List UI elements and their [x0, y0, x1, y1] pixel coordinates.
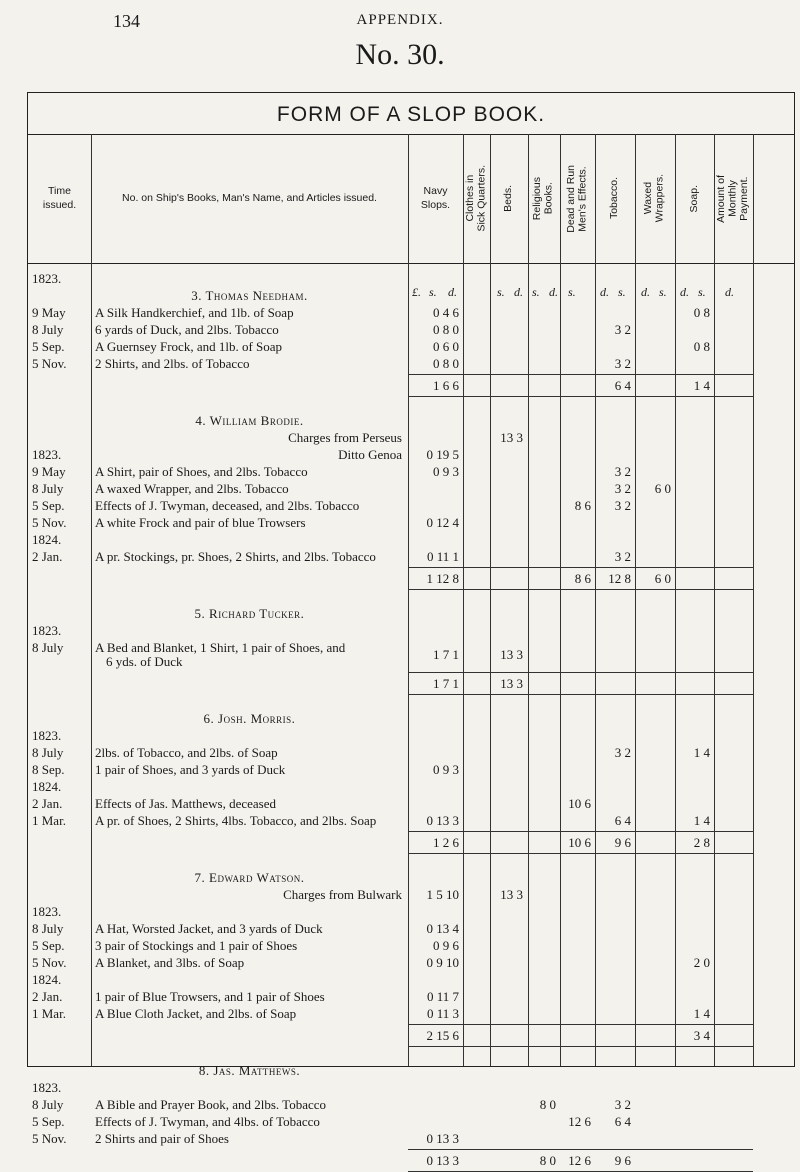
entry-name: 5. Richard Tucker.	[194, 606, 305, 621]
total-rule	[408, 1046, 753, 1047]
value-navy: 0 4 6	[433, 305, 459, 320]
entry-name: 8. Jas. Matthews.	[198, 1063, 301, 1078]
unit-label: d.	[680, 285, 689, 299]
entry-name: 6. Josh. Morris.	[203, 711, 296, 726]
entry-description: 2 Shirts, and 2lbs. of Tobacco	[95, 356, 250, 371]
entry-description: A pr. Stockings, pr. Shoes, 2 Shirts, and 2lbs. Tobacco	[95, 549, 376, 564]
value-navy: 0 12 4	[426, 515, 459, 530]
value-tobacco: 3 2	[614, 322, 631, 337]
unit-label: d.	[549, 285, 558, 299]
total-beds: 13 3	[500, 676, 523, 691]
unit-label: d.	[448, 285, 457, 299]
entry-description: 1 pair of Shoes, and 3 yards of Duck	[95, 762, 286, 777]
total-navy: 2 15 6	[426, 1028, 459, 1043]
header-time: Time issued.	[42, 184, 77, 211]
entry-description: 2 Shirts and pair of Shoes	[95, 1131, 229, 1146]
entry-date: 2 Jan.	[32, 796, 63, 811]
entry-description: 1 pair of Blue Trowsers, and 1 pair of Shoes	[95, 989, 325, 1004]
entry-date: 5 Nov.	[32, 515, 67, 530]
value-tobacco: 3 2	[614, 1097, 631, 1112]
entry-description: A Shirt, pair of Shoes, and 2lbs. Tobacco	[95, 464, 308, 479]
entry-date: 1823.	[32, 1080, 62, 1095]
unit-label: d.	[725, 285, 734, 299]
value-navy: 0 13 3	[426, 813, 459, 828]
entry-date: 1823.	[32, 904, 62, 919]
value-tobacco: 3 2	[614, 745, 631, 760]
form-title: FORM OF A SLOP BOOK.	[276, 103, 546, 126]
total-soap: 2 8	[693, 835, 710, 850]
entry-date: 5 Sep.	[32, 498, 65, 513]
value-soap: 1 4	[693, 813, 710, 828]
entry-date: 1823.	[32, 623, 62, 638]
header-tobacco: Tobacco.	[608, 177, 621, 220]
header-description: No. on Ship's Books, Man's Name, and Articles issued.	[122, 191, 377, 204]
entry-description: 2lbs. of Tobacco, and 2lbs. of Soap	[95, 745, 278, 760]
entry-date: 1 Mar.	[32, 1006, 66, 1021]
value-beds: 13 3	[500, 887, 523, 902]
entry-description: 3 pair of Stockings and 1 pair of Shoes	[95, 938, 298, 953]
subtotal-rule	[408, 1149, 753, 1150]
total-navy: 1 6 6	[433, 378, 459, 393]
entry-date: 5 Sep.	[32, 1114, 65, 1129]
unit-label: £.	[412, 285, 421, 299]
value-navy: 0 19 5	[426, 447, 459, 462]
entry-description: 6 yards of Duck, and 2lbs. Tobacco	[95, 322, 279, 337]
entry-date: 5 Nov.	[32, 955, 67, 970]
header-monthly-payment: Amount of Monthly Payment.	[715, 174, 751, 223]
header-beds: Beds.	[502, 185, 515, 212]
document-number: No. 30.	[355, 38, 445, 71]
value-navy: 0 9 3	[433, 464, 459, 479]
entry-name: 3. Thomas Needham.	[191, 288, 308, 303]
entry-date: 9 May	[32, 305, 66, 320]
value-tobacco: 6 4	[614, 1114, 631, 1129]
entry-name: 4. William Brodie.	[195, 413, 304, 428]
entry-description: Effects of Jas. Matthews, deceased	[95, 796, 276, 811]
value-tobacco: 6 4	[614, 813, 631, 828]
unit-label: s.	[532, 285, 540, 299]
subtotal-rule	[408, 831, 753, 832]
entry-date: 5 Nov.	[32, 356, 67, 371]
entry-date: 2 Jan.	[32, 989, 63, 1004]
value-navy: 0 11 7	[426, 989, 459, 1004]
entry-description: A pr. of Shoes, 2 Shirts, 4lbs. Tobacco, and 2lbs. Soap	[95, 813, 377, 828]
entry-description: A Guernsey Frock, and 1lb. of Soap	[95, 339, 283, 354]
entry-description: A waxed Wrapper, and 2lbs. Tobacco	[95, 481, 289, 496]
entry-date: 1823.	[32, 447, 62, 462]
entry-date: 8 July	[32, 921, 64, 936]
value-beds: 13 3	[500, 647, 523, 662]
total-rule	[408, 396, 753, 397]
total-rule	[408, 853, 753, 854]
entry-description: Effects of J. Twyman, deceased, and 2lbs. Tobacco	[95, 498, 360, 513]
entry-description: Effects of J. Twyman, and 4lbs. of Tobacco	[95, 1114, 320, 1129]
total-dead: 12 6	[568, 1153, 591, 1168]
total-navy: 1 12 8	[426, 571, 459, 586]
entry-date: 8 Sep.	[32, 762, 65, 777]
entry-date: 5 Sep.	[32, 339, 65, 354]
value-navy: 0 6 0	[433, 339, 459, 354]
total-soap: 3 4	[693, 1028, 710, 1043]
value-navy: 0 11 1	[426, 549, 459, 564]
unit-label: d.	[514, 285, 523, 299]
unit-label: s.	[497, 285, 505, 299]
unit-label: d.	[641, 285, 650, 299]
total-tobacco: 9 6	[614, 1153, 631, 1168]
value-soap: 2 0	[693, 955, 710, 970]
value-soap: 1 4	[693, 1006, 710, 1021]
value-navy: 0 13 3	[426, 1131, 459, 1146]
value-navy: 0 8 0	[433, 322, 459, 337]
entry-date: 1824.	[32, 972, 62, 987]
value-tobacco: 3 2	[614, 464, 631, 479]
unit-label: d.	[600, 285, 609, 299]
slop-book-table	[27, 92, 795, 1168]
page-number: 134	[113, 11, 140, 31]
unit-label: s.	[698, 285, 706, 299]
entry-date: 8 July	[32, 640, 64, 655]
value-navy: 0 9 10	[426, 955, 459, 970]
total-tobacco: 12 8	[608, 571, 631, 586]
total-dead: 8 6	[574, 571, 591, 586]
value-waxed: 6 0	[654, 481, 671, 496]
total-dead: 10 6	[568, 835, 591, 850]
header-navy-slops: Navy Slops.	[420, 184, 451, 211]
total-navy: 1 2 6	[433, 835, 459, 850]
value-tobacco: 3 2	[614, 549, 631, 564]
unit-label: s.	[568, 285, 576, 299]
unit-label: s.	[429, 285, 437, 299]
entry-date: 1823.	[32, 728, 62, 743]
subtotal-rule	[408, 567, 753, 568]
total-navy: 1 7 1	[433, 676, 459, 691]
running-head: APPENDIX.	[356, 12, 444, 28]
entry-date: 5 Nov.	[32, 1131, 67, 1146]
entry-description: A Hat, Worsted Jacket, and 3 yards of Duck	[95, 921, 323, 936]
value-tobacco: 3 2	[614, 356, 631, 371]
total-waxed: 6 0	[654, 571, 671, 586]
value-navy: 0 11 3	[426, 1006, 459, 1021]
value-dead: 12 6	[568, 1114, 591, 1129]
header-dead-run-effects: Dead and Run Men's Effects.	[564, 164, 589, 233]
entry-date: 8 July	[32, 745, 64, 760]
value-tobacco: 3 2	[614, 481, 631, 496]
entry-name: 7. Edward Watson.	[194, 870, 305, 885]
value-navy: 1 7 1	[433, 647, 459, 662]
entry-date: 1 Mar.	[32, 813, 66, 828]
value-religious: 8 0	[539, 1097, 556, 1112]
entry-date: 8 July	[32, 481, 64, 496]
header-waxed-wrappers: Waxed Wrappers.	[642, 174, 666, 223]
entry-description-continued: 6 yds. of Duck	[106, 654, 183, 669]
value-navy: 0 9 6	[433, 938, 459, 953]
value-navy: 0 13 4	[426, 921, 459, 936]
header-clothes-sick-quarters: Clothes in Sick Quarters.	[463, 165, 488, 232]
value-dead: 10 6	[568, 796, 591, 811]
entry-date: 1824.	[32, 532, 62, 547]
total-religious: 8 0	[539, 1153, 556, 1168]
entry-date: 8 July	[32, 322, 64, 337]
value-navy: 0 8 0	[433, 356, 459, 371]
value-navy: 1 5 10	[426, 887, 459, 902]
total-navy: 0 13 3	[426, 1153, 459, 1168]
total-tobacco: 6 4	[614, 378, 631, 393]
entry-year: 1823.	[32, 271, 62, 286]
value-soap: 0 8	[693, 305, 710, 320]
subtotal-rule	[408, 1024, 753, 1025]
value-dead: 8 6	[574, 498, 591, 513]
entry-description: A Bible and Prayer Book, and 2lbs. Tobacco	[95, 1097, 327, 1112]
total-rule	[408, 589, 753, 590]
unit-label: s.	[659, 285, 667, 299]
entry-date: 1824.	[32, 779, 62, 794]
entry-description: Charges from Perseus	[288, 430, 402, 445]
entry-description: Ditto Genoa	[338, 447, 402, 462]
entry-description: A Blue Cloth Jacket, and 2lbs. of Soap	[95, 1006, 297, 1021]
value-tobacco: 3 2	[614, 498, 631, 513]
entry-description: Charges from Bulwark	[283, 887, 402, 902]
subtotal-rule	[408, 374, 753, 375]
unit-label: s.	[618, 285, 626, 299]
entry-date: 2 Jan.	[32, 549, 63, 564]
header-religious-books: Religious Books.	[531, 176, 555, 221]
value-soap: 0 8	[693, 339, 710, 354]
total-tobacco: 9 6	[614, 835, 631, 850]
entry-description: A Bed and Blanket, 1 Shirt, 1 pair of Shoes, and	[95, 640, 346, 655]
entry-description: A white Frock and pair of blue Trowsers	[95, 515, 306, 530]
entry-date: 9 May	[32, 464, 66, 479]
subtotal-rule	[408, 672, 753, 673]
value-soap: 1 4	[693, 745, 710, 760]
total-soap: 1 4	[693, 378, 710, 393]
header-soap: Soap.	[687, 184, 700, 213]
value-navy: 0 9 3	[433, 762, 459, 777]
value-beds: 13 3	[500, 430, 523, 445]
entry-description: A Blanket, and 3lbs. of Soap	[95, 955, 245, 970]
entry-description: A Silk Handkerchief, and 1lb. of Soap	[95, 305, 294, 320]
entry-date: 8 July	[32, 1097, 64, 1112]
entry-date: 5 Sep.	[32, 938, 65, 953]
total-rule	[408, 694, 753, 695]
